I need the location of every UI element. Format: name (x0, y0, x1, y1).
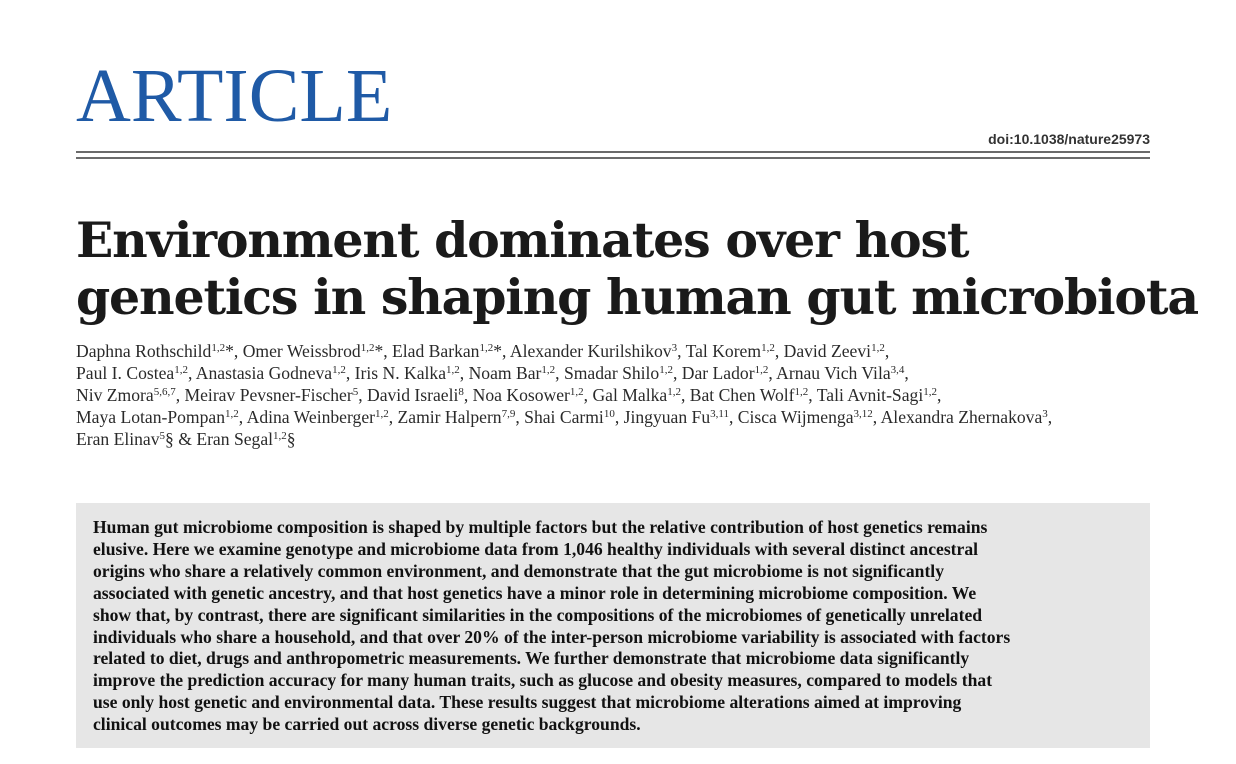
author-name: Zamir Halpern (397, 407, 502, 427)
author-affiliation: 1,2 (569, 386, 584, 398)
author-affiliation: 3,11 (710, 408, 729, 420)
author[interactable] (738, 407, 873, 427)
author[interactable] (76, 363, 188, 383)
author[interactable] (592, 385, 681, 405)
article-title (76, 211, 1198, 326)
author-affiliation: 1,2 (479, 342, 494, 354)
author-affiliation: 1,2 (667, 386, 681, 398)
doi-link[interactable]: doi:10.1038/nature25973 (988, 131, 1150, 147)
author-name: Adina Weinberger (246, 407, 375, 427)
author-affiliation: 1,2 (761, 342, 775, 354)
author-name: Noa Kosower (472, 385, 570, 405)
author-affiliation: 3,12 (853, 408, 873, 420)
author-affiliation: 10 (603, 408, 615, 420)
author-affiliation: 7,9 (501, 408, 516, 420)
author-line: Daphna Rothschild$^{1,2}$*, Omer Weissbrod$^{1,2}$*, Elad Barkan$^{1,2}$*, Alexander Kurilshikov$^3$, Tal Korem$^{1,2}$, David Zeevi$^{1,2}$, (76, 341, 890, 361)
abstract-line: individuals who share a household, and that over 20% of the inter-person microbiome variability is associated with factors (93, 626, 1011, 647)
author-name: Iris N. Kalka (354, 363, 447, 383)
author-name: Alexander Kurilshikov (509, 341, 672, 361)
author[interactable] (76, 429, 174, 449)
title-line-1: Environment dominates over host (76, 211, 969, 269)
author[interactable] (524, 407, 615, 427)
author[interactable] (184, 385, 358, 405)
author[interactable] (686, 341, 775, 361)
abstract-line: related to diet, drugs and anthropometric measurements. We further demonstrate that microbiome data significantly (93, 648, 970, 669)
author-affiliation: 1,2 (375, 408, 389, 420)
author-name: Paul I. Costea (76, 363, 175, 383)
author-name: Gal Malka (592, 385, 668, 405)
author-line: Eran Elinav$^5$§ & Eran Segal$^{1,2}$§ (76, 429, 296, 449)
section-label: ARTICLE (76, 54, 393, 138)
author-line: Maya Lotan-Pompan$^{1,2}$, Adina Weinberger$^{1,2}$, Zamir Halpern$^{7,9}$, Shai Carmi$^{10}$, Jingyuan Fu$^{3,11}$, Cisca Wijmenga$^{3,12}$, Alexandra Zhernakova$^3$, (76, 407, 1053, 427)
author-affiliation: 5 (159, 430, 166, 442)
author-name: Elad Barkan (392, 341, 480, 361)
author[interactable] (817, 385, 937, 405)
author-affiliation: 1,2 (659, 364, 673, 376)
author-name: Noam Bar (468, 363, 542, 383)
author-affiliation: 1,2 (225, 408, 239, 420)
author-line: Niv Zmora$^{5,6,7}$, Meirav Pevsner-Fischer$^5$, David Israeli$^8$, Noa Kosower$^{1,2}$, Gal Malka$^{1,2}$, Bat Chen Wolf$^{1,2}$, Tali Avnit-Sagi$^{1,2}$, (76, 385, 942, 405)
author-affiliation: 1,2 (794, 386, 809, 398)
abstract-line: improve the prediction accuracy for many human traits, such as glucose and obesity measures, compared to models that (93, 670, 993, 691)
author-name: Bat Chen Wolf (689, 385, 795, 405)
author-name: Jingyuan Fu (623, 407, 711, 427)
author-name: Dar Lador (681, 363, 755, 383)
author-name: Omer Weissbrod (242, 341, 361, 361)
author-name: Arnau Vich Vila (776, 363, 891, 383)
abstract-line: show that, by contrast, there are significant similarities in the compositions of the microbiomes of genetically unrelated (93, 604, 983, 625)
author[interactable] (881, 407, 1048, 427)
author[interactable] (469, 363, 556, 383)
author[interactable] (624, 407, 729, 427)
author[interactable] (398, 407, 516, 427)
author-affiliation: 1,2 (332, 364, 346, 376)
author-name: Smadar Shilo (563, 363, 660, 383)
author-affiliation: 1,2 (273, 430, 287, 442)
author[interactable] (784, 341, 885, 361)
author-mark: § (286, 429, 296, 449)
abstract-line: clinical outcomes may be carried out across diverse genetic backgrounds. (93, 714, 641, 735)
author[interactable] (76, 407, 239, 427)
title-line-2: genetics in shaping human gut microbiota (76, 268, 1198, 326)
author-affiliation: 1,2 (541, 364, 556, 376)
author-affiliation: 5 (352, 386, 359, 398)
author-affiliation: 1,2 (211, 342, 226, 354)
author[interactable] (247, 407, 389, 427)
author-name: Eran Segal (196, 429, 274, 449)
author-list (76, 340, 1156, 450)
author-affiliation: 8 (458, 386, 464, 398)
author[interactable] (196, 429, 295, 449)
author-name: Eran Elinav (76, 429, 160, 449)
author-name: Shai Carmi (524, 407, 604, 427)
author[interactable] (355, 363, 460, 383)
author[interactable] (473, 385, 584, 405)
author-line: Paul I. Costea$^{1,2}$, Anastasia Godneva$^{1,2}$, Iris N. Kalka$^{1,2}$, Noam Bar$^{1,2}$, Smadar Shilo$^{1,2}$, Dar Lador$^{1,2}$, Arnau Vich Vila$^{3,4}$, (76, 363, 909, 383)
author[interactable] (690, 385, 809, 405)
author-name: Alexandra Zhernakova (880, 407, 1043, 427)
author[interactable] (510, 341, 677, 361)
header-rule-top (76, 151, 1150, 153)
author-name: Cisca Wijmenga (737, 407, 854, 427)
abstract-line: elusive. Here we examine genotype and microbiome data from 1,046 healthy individuals with several distinct ancestral (93, 538, 979, 559)
author-name: Anastasia Godneva (195, 363, 333, 383)
author-affiliation: 3 (1042, 408, 1048, 420)
author[interactable] (196, 363, 346, 383)
author-name: David Israeli (367, 385, 459, 405)
author-affiliation: 3,4 (890, 364, 905, 376)
author-affiliation: 1,2 (174, 364, 188, 376)
author-affiliation: 3 (671, 342, 678, 354)
abstract-text (93, 517, 1143, 736)
author[interactable] (682, 363, 769, 383)
abstract-line: origins who share a relatively common environment, and demonstrate that the gut microbiome is not significantly (93, 560, 944, 581)
author[interactable] (367, 385, 464, 405)
author-mark: * (225, 341, 234, 361)
author-name: Maya Lotan-Pompan (76, 407, 226, 427)
abstract-box (76, 503, 1150, 748)
abstract-line: use only host genetic and environmental data. These results suggest that microbiome alterations aimed at improving (93, 692, 962, 713)
header-rule-bottom (76, 157, 1150, 159)
author-affiliation: 1,2 (446, 364, 460, 376)
author-mark: § (165, 429, 174, 449)
author-name: Daphna Rothschild (76, 341, 212, 361)
author[interactable] (243, 341, 384, 361)
author-mark: * (374, 341, 384, 361)
author-name: Meirav Pevsner-Fischer (184, 385, 353, 405)
author-name: Tali Avnit-Sagi (816, 385, 924, 405)
author-affiliation: 1,2 (923, 386, 937, 398)
author-mark: * (493, 341, 503, 361)
author-affiliation: 1,2 (754, 364, 769, 376)
author-affiliation: 5,6,7 (153, 386, 176, 398)
author-name: David Zeevi (783, 341, 872, 361)
author[interactable] (76, 341, 234, 361)
author-affiliation: 1,2 (360, 342, 375, 354)
author[interactable] (76, 385, 176, 405)
author[interactable] (564, 363, 673, 383)
author[interactable] (776, 363, 904, 383)
abstract-line: Human gut microbiome composition is shaped by multiple factors but the relative contribution of host genetics remains (93, 517, 988, 537)
abstract-line: associated with genetic ancestry, and that host genetics have a minor role in determining microbiome composition. We (93, 582, 977, 603)
author-name: Niv Zmora (76, 385, 154, 405)
author[interactable] (392, 341, 502, 361)
author-affiliation: 1,2 (871, 342, 885, 354)
author-name: Tal Korem (685, 341, 762, 361)
